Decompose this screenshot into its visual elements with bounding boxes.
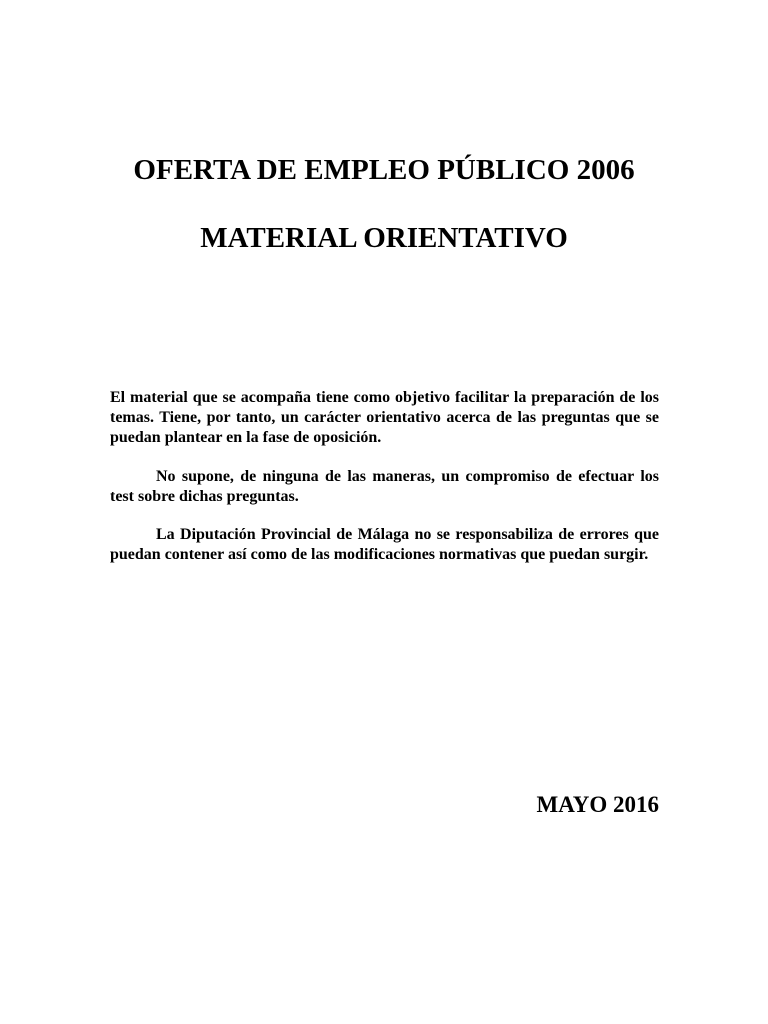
liability-paragraph: La Diputación Provincial de Málaga no se responsabiliza de errores que puedan contener así como de las modificaciones normativas que puedan surgir.: [110, 526, 659, 563]
document-subtitle: MATERIAL ORIENTATIVO: [200, 222, 568, 254]
disclaimer-paragraph: No supone, de ninguna de las maneras, un compromiso de efectuar los test sobre dichas preguntas.: [110, 468, 659, 505]
document-title: OFERTA DE EMPLEO PÚBLICO 2006: [133, 154, 635, 186]
document-date: MAYO 2016: [536, 792, 659, 817]
intro-paragraph: El material que se acompaña tiene como objetivo facilitar la preparación de los temas. Tiene, por tanto, un carácter orientativo acerca de las preguntas que se puedan plantear en la fase de oposición.: [110, 389, 659, 446]
